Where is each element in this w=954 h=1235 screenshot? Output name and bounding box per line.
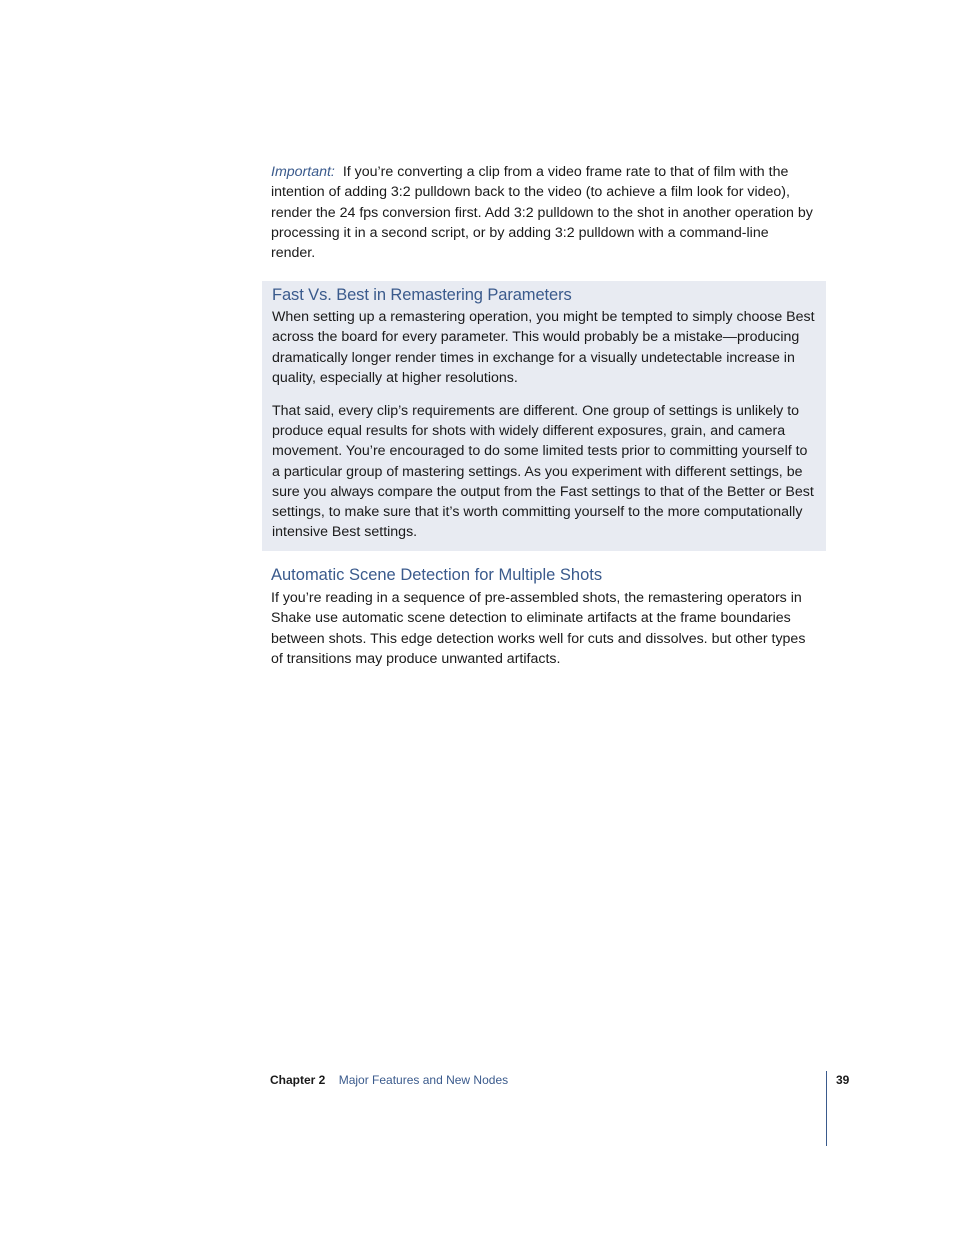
sidebar-box <box>262 281 826 551</box>
footer-chapter-label: Chapter 2 <box>270 1073 326 1087</box>
sidebar-body <box>272 307 817 555</box>
sidebar-paragraph: That said, every clip’s requirements are different. One group of settings is unlikely to produce equal results for shots with widely different exposures, grain, and camera movement. You’re encouraged to do some limited tests prior to committing yourself to a particular group of mastering settings. As you experiment with different settings, be sure you always compare the output from the Fast settings to that of the Better or Best settings, to make sure that it’s worth committing yourself to the more computationally intensive Best settings. <box>272 402 814 541</box>
section-heading: Automatic Scene Detection for Multiple Shots <box>271 566 603 584</box>
important-note-lead: Important: <box>271 164 335 180</box>
footer-chapter <box>270 1073 508 1087</box>
section-paragraph: If you’re reading in a sequence of pre-assembled shots, the remastering operators in Shake use automatic scene detection to eliminate artifacts at the frame boundaries between shots. This edge detection works well for cuts and dissolves. but other types of transitions may produce unwanted artifacts. <box>271 590 806 667</box>
page-number: 39 <box>836 1073 850 1087</box>
sidebar-title: Fast Vs. Best in Remastering Parameters <box>272 286 572 304</box>
sidebar-paragraph: When setting up a remastering operation, you might be tempted to simply choose Best across the board for every parameter. This would probably be a mistake—producing dramatically longer render times in exchange for a visually undetectable increase in quality, especially at higher resolutions. <box>272 309 815 386</box>
footer-chapter-title: Major Features and New Nodes <box>338 1073 509 1087</box>
important-note <box>271 162 816 263</box>
important-note-text: If you’re converting a clip from a video frame rate to that of film with the intention of adding 3:2 pulldown back to the video (to achieve a film look for video), render the 24 fps conversion first. Add 3:2 pulldown to the shot in another operation by processing it in a second script, or by adding 3:2 pulldown with a command-line render. <box>271 164 813 262</box>
footer-divider <box>826 1071 827 1146</box>
